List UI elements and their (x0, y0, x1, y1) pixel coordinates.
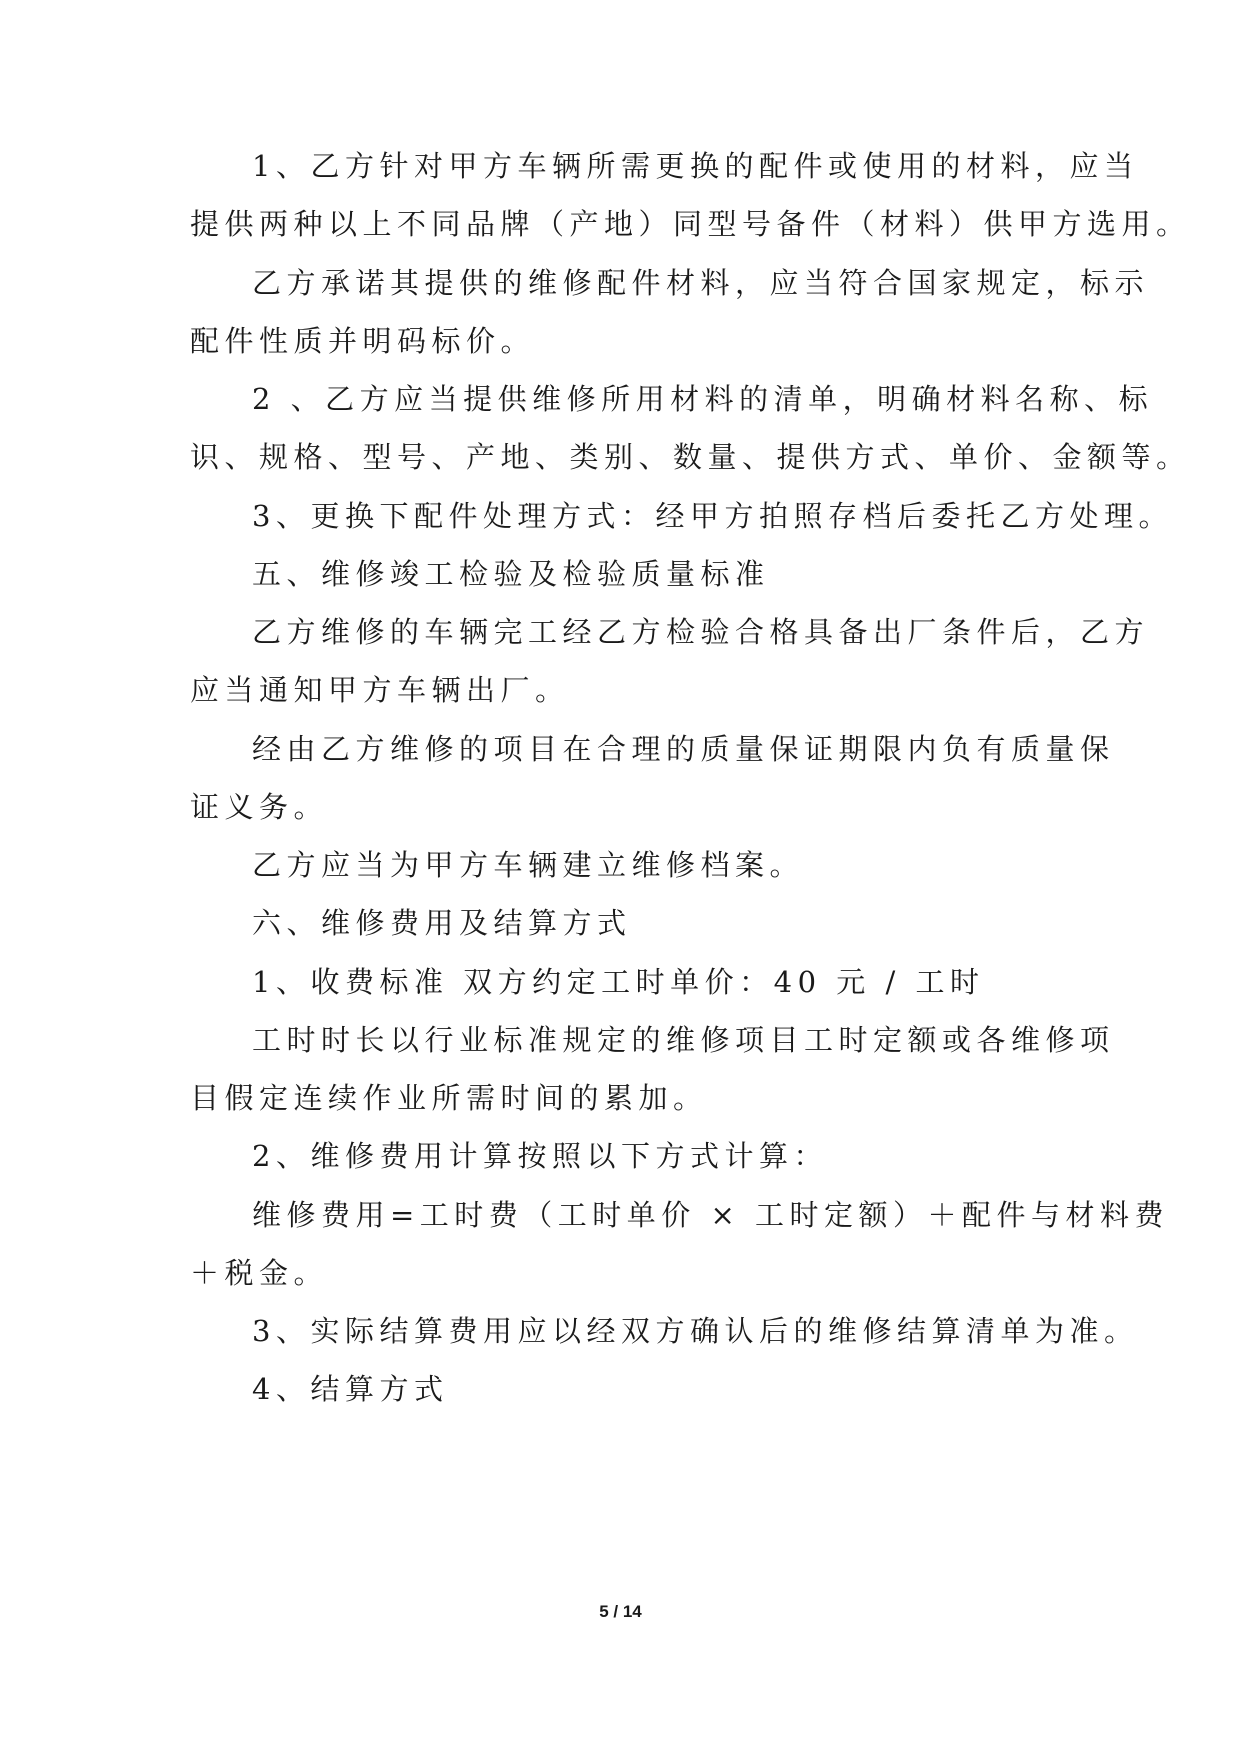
paragraph-line: 1、乙方针对甲方车辆所需更换的配件或使用的材料，应当 (252, 149, 1139, 183)
paragraph-line: 2、维修费用计算按照以下方式计算： (252, 1139, 828, 1173)
paragraph-line: 3、更换下配件处理方式：经甲方拍照存档后委托乙方处理。 (252, 499, 1173, 533)
paragraph-line: 应当通知甲方车辆出厂。 (190, 673, 570, 707)
paragraph-line: 工时时长以行业标准规定的维修项目工时定额或各维修项 (252, 1023, 1115, 1057)
paragraph-line: 目假定连续作业所需时间的累加。 (190, 1081, 708, 1115)
paragraph-line: 提供两种以上不同品牌（产地）同型号备件（材料）供甲方选用。 (190, 207, 1191, 241)
paragraph-line: 2 、乙方应当提供维修所用材料的清单，明确材料名称、标 (252, 382, 1154, 416)
paragraph-line: 经由乙方维修的项目在合理的质量保证期限内负有质量保 (252, 732, 1115, 766)
paragraph-line: 乙方承诺其提供的维修配件材料，应当符合国家规定，标示 (252, 266, 1150, 300)
section-heading: 五、维修竣工检验及检验质量标准 (252, 557, 770, 591)
section-heading: 六、维修费用及结算方式 (252, 906, 632, 940)
paragraph-line: 3、实际结算费用应以经双方确认后的维修结算清单为准。 (252, 1314, 1139, 1348)
paragraph-line: 识、规格、型号、产地、类别、数量、提供方式、单价、金额等。 (190, 440, 1191, 474)
paragraph-line: 配件性质并明码标价。 (190, 324, 536, 358)
page-number: 5 / 14 (599, 1602, 642, 1621)
paragraph-line: 维修费用=工时费（工时单价 × 工时定额）＋配件与材料费 (252, 1198, 1170, 1232)
paragraph-line: 乙方应当为甲方车辆建立维修档案。 (252, 848, 805, 882)
paragraph-line: 1、收费标准 双方约定工时单价：40 元 / 工时 (252, 965, 985, 999)
paragraph-line: ＋税金。 (190, 1256, 329, 1290)
paragraph-line: 4、结算方式 (252, 1372, 449, 1406)
paragraph-line: 证义务。 (190, 790, 329, 824)
paragraph-line: 乙方维修的车辆完工经乙方检验合格具备出厂条件后，乙方 (252, 615, 1150, 649)
